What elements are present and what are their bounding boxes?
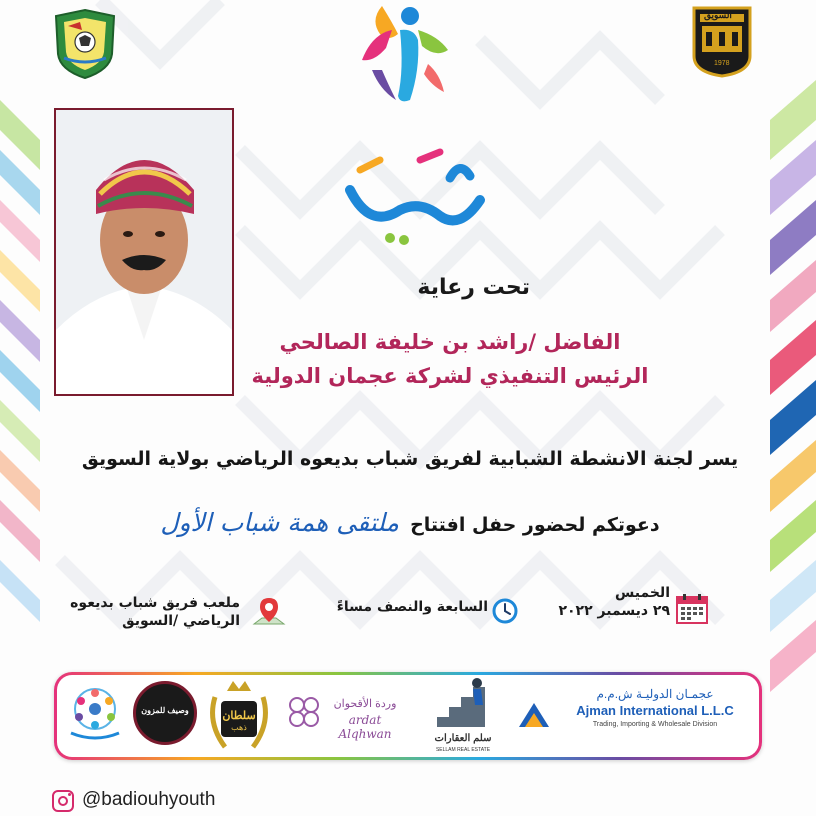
sponsor-flowers xyxy=(285,685,405,749)
invitation-sentence-2-plain: دعوتكم لحضور حفل افتتاح xyxy=(410,514,660,536)
flowers-arabic: وردة الأقحوان xyxy=(333,698,397,710)
ajman-subtitle: Trading, Importing & Wholesale Division xyxy=(592,721,718,728)
event-day: الخميس xyxy=(614,585,670,601)
event-place-line2: الرياضي /السويق xyxy=(122,613,240,629)
event-time: السابعة والنصف مساءً xyxy=(336,599,488,615)
sponsor-sultan xyxy=(205,677,273,757)
invitation-sentence-1: يسر لجنة الانشطة الشبابية لفريق شباب بديعوه الرياضي بولاية السويق xyxy=(81,448,739,470)
club-logo-right xyxy=(690,4,754,78)
calendar-icon xyxy=(676,594,708,624)
sponsor-dark-logo xyxy=(133,681,197,745)
clock-icon xyxy=(492,598,518,624)
flower-logo-icon xyxy=(285,693,323,731)
invitation-title xyxy=(330,130,490,250)
sponsor-ajman xyxy=(517,685,753,745)
club-logo-left-icon xyxy=(52,8,118,80)
realestate-arabic: سلم العقارات xyxy=(434,733,492,744)
event-date xyxy=(530,584,670,620)
sponsor-realestate xyxy=(419,677,507,757)
portrait-icon xyxy=(56,110,232,394)
ajman-arabic: عجمـان الدوليـة ش.م.م xyxy=(596,687,714,701)
stairs-logo-icon xyxy=(433,677,497,731)
honoree-name: الفاضل /راشد بن خليفة الصالحي xyxy=(279,330,621,354)
sultan-sub: ذهب xyxy=(231,723,247,732)
ajman-english: Ajman International L.L.C xyxy=(576,703,734,718)
ajman-logo-icon xyxy=(517,701,551,731)
location-pin-icon xyxy=(250,594,288,632)
honoree-photo xyxy=(54,108,234,396)
invitation-sentence-2 xyxy=(100,508,720,537)
event-place-line1: ملعب فريق شباب بديعوه xyxy=(70,595,240,611)
event-name: ملتقى همة شباب الأول xyxy=(160,508,399,537)
right-logo-name: السويق xyxy=(704,10,732,20)
honoree-block xyxy=(240,325,660,393)
flowers-english: ardat Alqhwan xyxy=(338,713,392,741)
dark-logo-text: وصيف للمزون xyxy=(141,706,189,715)
youth-figure-logo-icon xyxy=(352,0,464,112)
instagram-icon[interactable] xyxy=(52,790,74,812)
right-logo-year: 1978 xyxy=(714,60,730,67)
patronage-label: تحت رعاية xyxy=(417,275,530,300)
community-circle-logo-icon xyxy=(63,681,127,745)
event-place xyxy=(60,594,240,630)
sponsors-bar xyxy=(54,672,762,760)
event-date-text: ٢٩ ديسمبر ٢٠٢٢ xyxy=(558,603,670,619)
social-handle[interactable]: @badiouhyouth xyxy=(82,789,216,810)
honoree-title: الرئيس التنفيذي لشركة عجمان الدولية xyxy=(251,364,649,388)
sultan-name: سلطان xyxy=(222,710,256,722)
realestate-english: SELLAM REAL ESTATE xyxy=(435,747,491,753)
